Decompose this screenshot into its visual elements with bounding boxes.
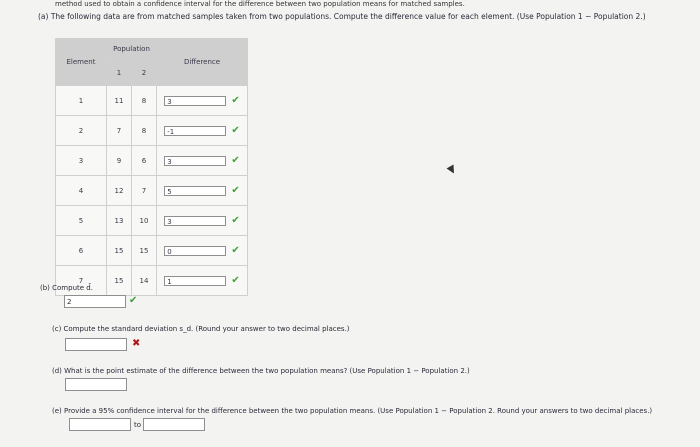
pop1-cell: 9 (107, 146, 132, 176)
pop1-cell: 7 (107, 116, 132, 146)
pop2-cell: 6 (132, 146, 157, 176)
table-row (56, 116, 248, 146)
table-row (56, 206, 248, 236)
part-b-answer[interactable]: 2 (64, 295, 126, 308)
difference-header: Difference (157, 39, 248, 86)
table-row (56, 146, 248, 176)
pop2-cell: 8 (132, 116, 157, 146)
table-row (56, 176, 248, 206)
part-e-upper-input[interactable] (143, 418, 205, 431)
check-icon: ✔ (129, 295, 138, 306)
pop2-cell: 8 (132, 86, 157, 116)
check-icon: ✔ (231, 215, 240, 226)
table-row (56, 86, 248, 116)
table-row (56, 236, 248, 266)
difference-cell (157, 206, 248, 236)
difference-cell (157, 176, 248, 206)
to-label: to (134, 421, 142, 429)
element-cell: 3 (56, 146, 107, 176)
element-cell: 5 (56, 206, 107, 236)
population-header: Population (107, 39, 157, 60)
difference-cell (157, 86, 248, 116)
check-icon: ✔ (231, 245, 240, 256)
element-cell: 1 (56, 86, 107, 116)
difference-input[interactable]: 5 (164, 186, 226, 196)
check-icon: ✔ (231, 95, 240, 106)
pop1-cell: 12 (107, 176, 132, 206)
difference-cell (157, 236, 248, 266)
part-a-prompt: (a) The following data are from matched samples taken from two populations. Compute the difference value for each element. (Use Population 1 − Population 2.) (38, 12, 646, 21)
element-cell: 2 (56, 116, 107, 146)
pop1-cell: 15 (107, 236, 132, 266)
part-c-answer[interactable] (65, 338, 127, 351)
difference-input[interactable]: -1 (164, 126, 226, 136)
part-e-lower-input[interactable] (69, 418, 131, 431)
element-cell: 6 (56, 236, 107, 266)
difference-input[interactable]: 1 (164, 276, 226, 286)
difference-input[interactable]: 0 (164, 246, 226, 256)
difference-cell (157, 146, 248, 176)
part-d-prompt: (d) What is the point estimate of the difference between the two population means? (Use Population 1 − Population 2.) (52, 367, 470, 375)
pop1-cell: 11 (107, 86, 132, 116)
pop1-header: 1 (107, 60, 132, 86)
check-icon: ✔ (231, 275, 240, 286)
difference-cell (157, 116, 248, 146)
pop2-header: 2 (132, 60, 157, 86)
part-e-prompt: (e) Provide a 95% confidence interval for the difference between the two population means. (Use Population 1 − Population 2. Round your answers to two decimal places.) (52, 407, 653, 415)
part-d-answer[interactable] (65, 378, 127, 391)
cross-icon: ✖ (132, 338, 141, 349)
pop1-cell: 15 (107, 266, 132, 296)
pop1-cell: 13 (107, 206, 132, 236)
pop2-cell: 10 (132, 206, 157, 236)
header-text: method used to obtain a confidence interval for the difference between two population means for matched samples. (55, 0, 465, 8)
element-cell: 4 (56, 176, 107, 206)
difference-input[interactable]: 3 (164, 216, 226, 226)
element-header: Element (56, 39, 107, 86)
difference-input[interactable]: 3 (164, 156, 226, 166)
pop2-cell: 7 (132, 176, 157, 206)
check-icon: ✔ (231, 155, 240, 166)
pop2-cell: 15 (132, 236, 157, 266)
check-icon: ✔ (231, 185, 240, 196)
check-icon: ✔ (231, 125, 240, 136)
part-b-prompt: (b) Compute d̄. (40, 284, 93, 292)
matched-samples-table (55, 38, 248, 296)
difference-input[interactable]: 3 (164, 96, 226, 106)
element-cell: 7 (56, 266, 107, 296)
mouse-cursor-icon (447, 165, 458, 176)
difference-cell (157, 266, 248, 296)
part-c-prompt: (c) Compute the standard deviation s_d. (Round your answer to two decimal places.) (52, 325, 350, 333)
pop2-cell: 14 (132, 266, 157, 296)
